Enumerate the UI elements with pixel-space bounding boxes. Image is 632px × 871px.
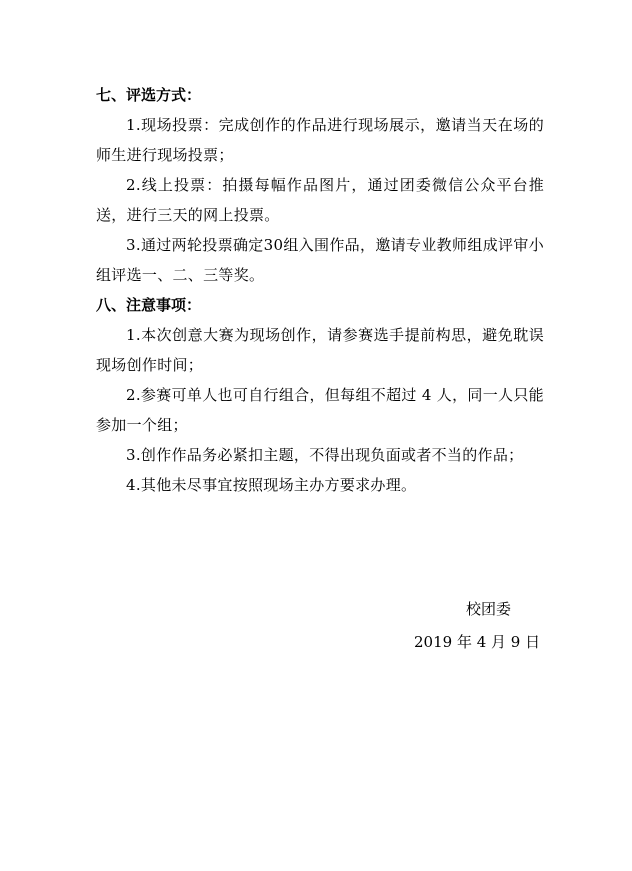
list-item: 3.创作作品务必紧扣主题，不得出现负面或者不当的作品； (126, 446, 524, 464)
section-heading-notes: 八、注意事项： (96, 296, 202, 314)
list-item: 2.参赛可单人也可自行组合，但每组不超过 4 人，同一人只能参加一个组； (96, 386, 544, 434)
section-notes (96, 290, 544, 500)
list-item: 1.本次创意大赛为现场创作，请参赛选手提前构思，避免耽误现场创作时间； (96, 326, 544, 374)
signature-organization: 校团委 (466, 600, 512, 618)
section-evaluation (96, 80, 544, 290)
list-item: 4.其他未尽事宜按照现场主办方要求办理。 (126, 476, 417, 494)
list-item: 3.通过两轮投票确定30组入围作品，邀请专业教师组成评审小组评选一、二、三等奖。 (96, 236, 544, 284)
list-item: 2.线上投票：拍摄每幅作品图片，通过团委微信公众平台推送，进行三天的网上投票。 (96, 176, 544, 224)
document-body (96, 80, 544, 500)
section-heading-evaluation: 七、评选方式： (96, 86, 202, 104)
list-item: 1.现场投票：完成创作的作品进行现场展示，邀请当天在场的师生进行现场投票； (96, 116, 544, 164)
signature-date: 2019 年 4 月 9 日 (414, 633, 541, 651)
